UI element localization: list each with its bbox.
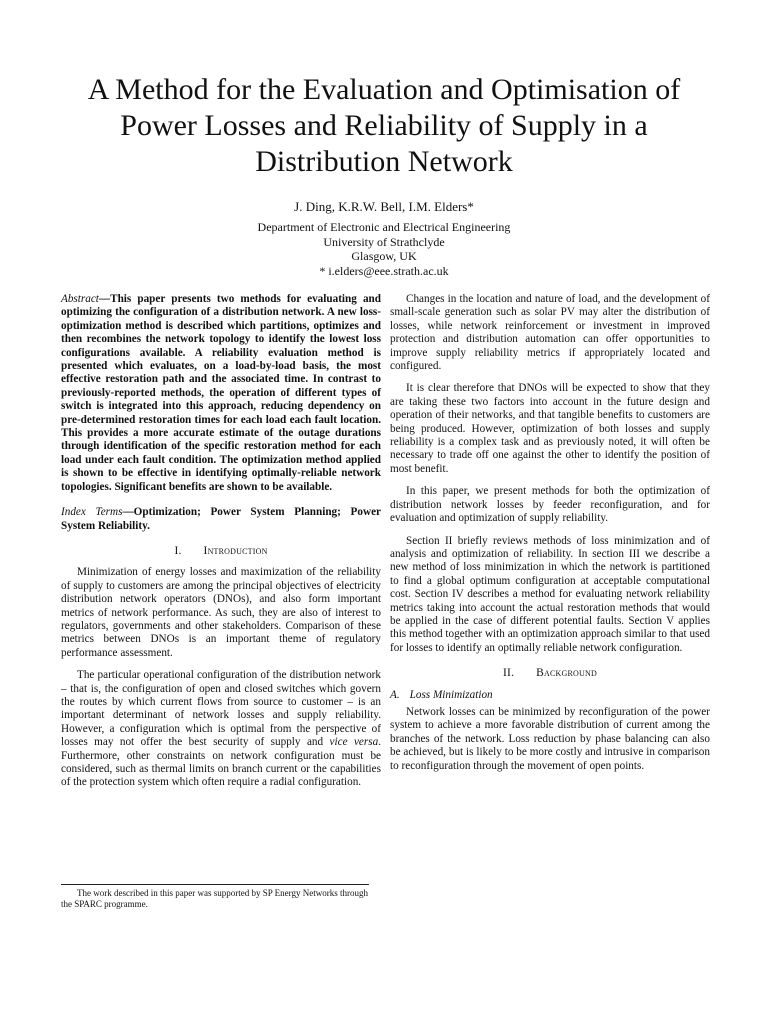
section-title: Background [536,667,597,680]
section-heading-background [390,667,710,680]
subsection-number: A. [390,688,400,701]
section-heading-introduction [61,545,381,558]
section-number: I. [174,544,182,557]
affiliation-department: Department of Electronic and Electrical Engineering [257,220,511,234]
author-list: J. Ding, K.R.W. Bell, I.M. Elders* [294,199,474,214]
intro-p2-text-a: The particular operational configuration of the distribution network – that is, the configuration of open and closed switches which govern the routes by which current flows from source to customer – is an important determinant of network losses and supply reliability. However, a configuration which is optimal from the perspective of losses may not offer the best security of supply and [61,669,381,749]
abstract-text: —This paper presents two methods for evaluating and optimizing the configuration of a distribution network. A new loss-optimization method is described which partitions, optimizes and then recombines the network topology to identify the lowest loss configurations available. A reliability evaluation method is presented which evaluates, on a load-by-load basis, the most effective restoration path and the associated time. In contrast to previously-reported methods, the operation of different types of switch is integrated into this approach, reducing dependency on pre-determined restoration times for each load each fault location. This provides a more accurate estimate of the outage durations through identification of the specific restoration method for each load under each fault condition. The optimization method applied is shown to be effective in identifying optimally-reliable network topologies. Significant benefits are shown to be available. [61,293,381,493]
intro-paragraph-2 [61,669,381,790]
affiliation-location: Glasgow, UK [351,249,417,263]
footnote-divider [61,884,369,885]
intro-paragraph-1: Minimization of energy losses and maximization of the reliability of supply to customers are among the principal objectives of electricity distribution network operators (DNOs), and also form important metrics of network performance. As such, they are also of interest to regulators, governments and other stakeholders. Comparison of these metrics between DNOs is an important theme of regulatory performance assessment. [61,566,381,659]
section-title: Introduction [203,544,268,557]
subsection-title: Loss Minimization [409,688,493,701]
paper-title: A Method for the Evaluation and Optimisation of Power Losses and Reliability of Supply in a Distribution Network [87,73,681,178]
section-number: II. [503,667,515,680]
affiliation-email: * i.elders@eee.strath.ac.uk [319,263,449,278]
footnote: The work described in this paper was supported by SP Energy Networks through the SPARC programme. [61,888,368,909]
left-column [61,293,381,799]
body-paragraph: In this paper, we present methods for both the optimization of distribution network losses by feeder reconfiguration, and for evaluation and optimization of supply reliability. [390,485,710,525]
abstract-label: Abstract [61,293,99,305]
body-paragraph: Changes in the location and nature of load, and the development of small-scale generation such as solar PV may alter the distribution of losses, while network reinforcement or investment in improved protection and distribution automation can offer opportunities to improve supply reliability metrics if appropriately located and configured. [390,293,710,373]
index-terms [61,506,381,533]
affiliation-university: University of Strathclyde [323,234,445,249]
subsection-heading-loss-minimization [390,689,710,702]
index-terms-text: —Optimization; Power System Planning; Power System Reliability. [61,506,381,532]
loss-min-paragraph: Network losses can be minimized by reconfiguration of the power system to achieve a more favorable distribution of current among the branches of the network. Loss reduction by phase balancing can also be achieved, but is likely to be more costly and intrusive in comparison to reconfiguration through the movement of open points. [390,705,710,772]
intro-p2-text-b: . Furthermore, other constraints on network configuration must be considered, such as thermal limits on branch current or the capabilities of the protection system which often require a radial configuration. [61,736,381,789]
body-paragraph: It is clear therefore that DNOs will be expected to show that they are taking these two factors into account in the future design and operation of their networks, and that tangible benefits to customers are being produced. However, optimization of both losses and supply reliability is a complex task and as previously noted, it will often be necessary to trade off one against the other to identify the position of most benefit. [390,382,710,475]
abstract [61,293,381,494]
right-column [390,293,710,782]
body-paragraph: Section II briefly reviews methods of loss minimization and of analysis and optimization of reliability. In section III we describe a new method of loss minimization in which the network is partitioned to find a global optimum configuration at acceptable computational cost. Section IV describes a method for evaluating network reliability metrics taking into account the actual restoration methods that would be applied in the case of different potential faults. Section V applies this method together with an optimization approach similar to that used for losses to identify an optimally reliable network configuration. [390,534,710,654]
index-terms-label: Index Terms [61,506,123,519]
intro-p2-emphasis: vice versa [329,736,379,749]
affiliation-block [60,220,708,278]
